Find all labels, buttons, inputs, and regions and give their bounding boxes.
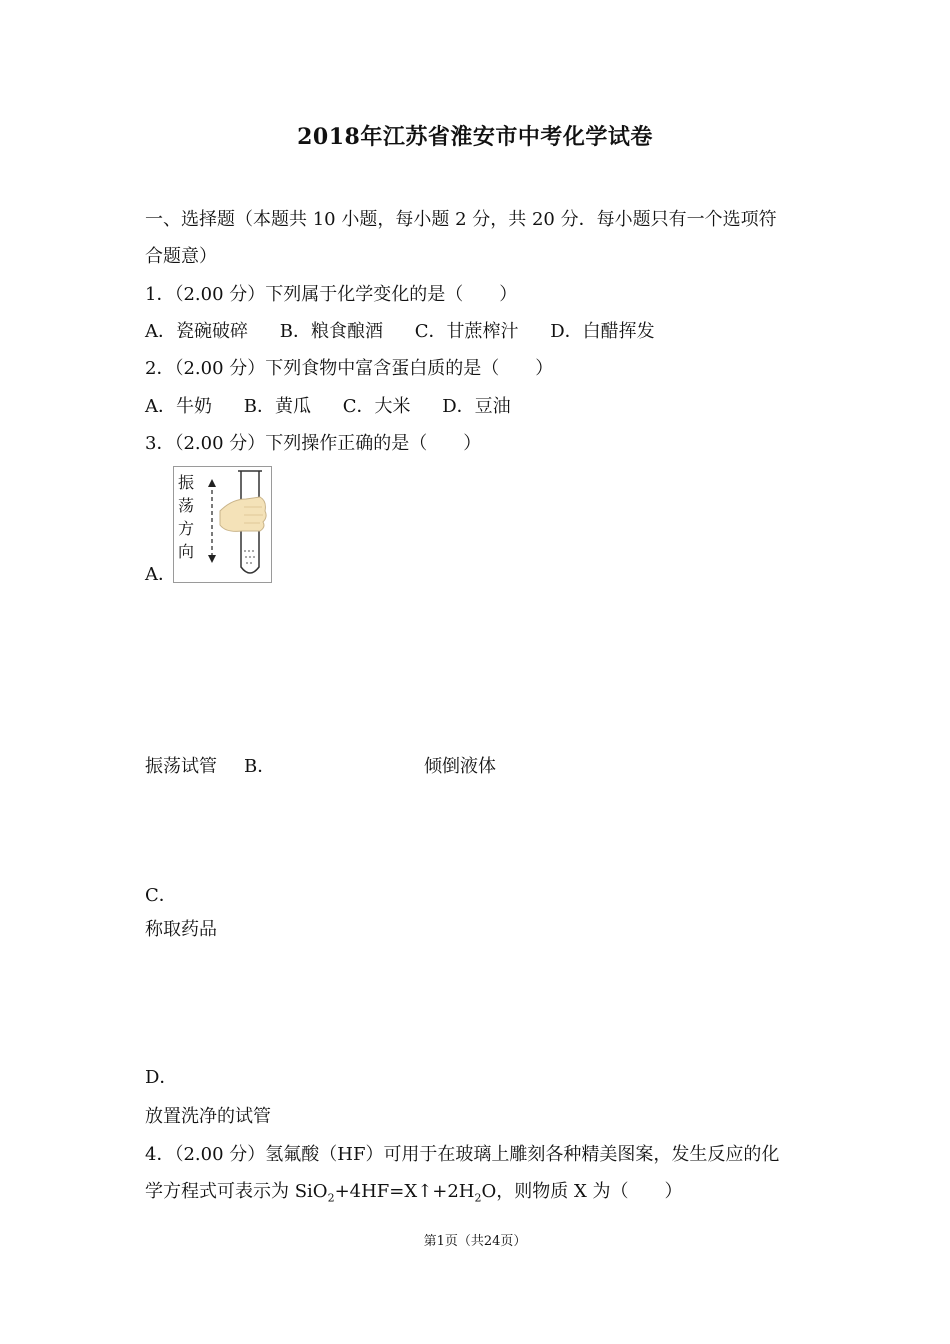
question-2-options (145, 395, 537, 419)
q1-option-a: A．瓷碗破碎 (145, 321, 248, 342)
option-b-letter: B． (244, 756, 276, 777)
q2-option-b: B．黄瓜 (243, 396, 311, 417)
test-tube-illustration (174, 467, 271, 582)
option-c-caption: 称取药品 (145, 919, 217, 940)
section-heading-line1: 一、选择题（本题共 10 小题，每小题 2 分，共 20 分．每小题只有一个选项符 (145, 209, 777, 230)
q2-option-c: C．大米 (342, 396, 411, 417)
shake-test-tube-figure (173, 466, 272, 583)
q2-option-a: A．牛奶 (145, 396, 212, 417)
question-4-line2: 学方程式可表示为 $SiO_2+4HF=X↑+2H_2O$，则物质 X 为（ ） (145, 1181, 683, 1205)
option-b-caption: 倾倒液体 (424, 756, 496, 777)
q1-option-b: B．粮食酿酒 (279, 321, 383, 342)
question-3-stem: 3．（2.00 分）下列操作正确的是（ ） (145, 433, 482, 454)
q2-option-d: D．豆油 (442, 396, 511, 417)
question-2-stem: 2．（2.00 分）下列食物中富含蛋白质的是（ ） (145, 358, 554, 379)
question-1-options (145, 320, 681, 344)
shake-direction-label: 振 荡 方 向 (178, 473, 195, 561)
option-a-caption: 振荡试管 (145, 756, 217, 777)
section-heading-line2: 合题意） (145, 246, 217, 267)
option-c-letter: C． (145, 885, 177, 906)
page-footer: 第1页（共24页） (423, 1234, 527, 1249)
q1-option-c: C．甘蔗榨汁 (414, 321, 519, 342)
page-title: 2018年江苏省淮安市中考化学试卷 (297, 124, 653, 150)
question-1-stem: 1．（2.00 分）下列属于化学变化的是（ ） (145, 284, 518, 305)
question-4-line1: 4．（2.00 分）氢氟酸（HF）可用于在玻璃上雕刻各种精美图案，发生反应的化 (145, 1144, 780, 1165)
option-d-letter: D． (145, 1067, 178, 1088)
q1-option-d: D．白醋挥发 (550, 321, 655, 342)
option-d-caption: 放置洗净的试管 (145, 1106, 271, 1127)
option-a-letter: A． (145, 564, 176, 585)
